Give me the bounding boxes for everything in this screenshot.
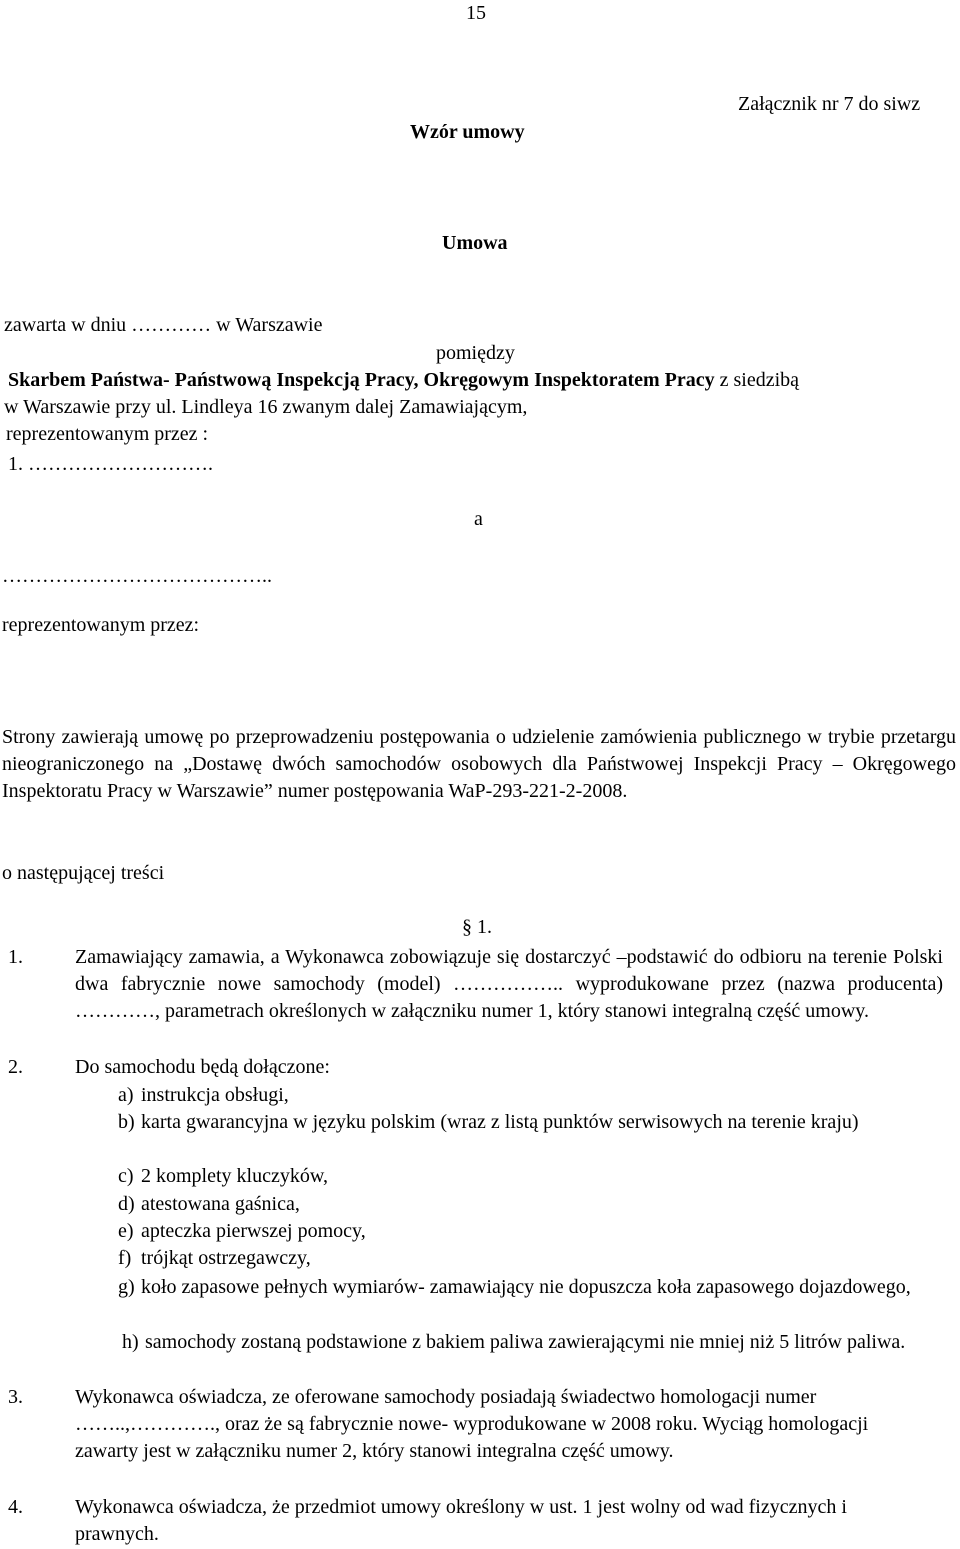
subitem-text: instrukcja obsługi,	[141, 1084, 289, 1106]
representative-1-line: 1. ……………………….	[8, 453, 213, 475]
content-intro: o następującej treści	[2, 862, 165, 884]
page-number: 15	[466, 2, 486, 24]
party1-line	[8, 367, 799, 394]
subitem-label: g)	[118, 1276, 135, 1298]
subitem-text: 2 komplety kluczyków,	[141, 1165, 329, 1187]
attachment-label: Załącznik nr 7 do siwz	[738, 93, 921, 115]
subitem-text-content: karta gwarancyjna w języku polskim (wraz z listą punktów serwisowych na terenie kraju)	[141, 1111, 859, 1133]
subitem-label: d)	[118, 1193, 135, 1215]
and-label: a	[474, 508, 483, 530]
party1-address: w Warszawie przy ul. Lindleya 16 zwanym dalej Zamawiającym,	[4, 396, 528, 418]
item-number: 1.	[8, 946, 23, 968]
subitem-label: h)	[122, 1331, 139, 1353]
party1-name: Skarbem Państwa- Państwową Inspekcją Pracy, Okręgowym Inspektoratem Pracy	[8, 369, 715, 391]
section-mark: § 1.	[462, 916, 492, 938]
subitem-label: c)	[118, 1165, 134, 1187]
template-title: Wzór umowy	[410, 121, 525, 143]
represented-by-2: reprezentowanym przez:	[2, 614, 200, 636]
between-label: pomiędzy	[436, 342, 515, 364]
contract-title: Umowa	[442, 232, 508, 254]
subitem-text	[141, 1109, 931, 1136]
item-text: Zamawiający zamawia, a Wykonawca zobowiązuje się dostarczyć –podstawić do odbioru na terenie Polski dwa fabrycznie nowe samochody (model) …………….. wyprodukowane przez (nazwa producenta) …………, parametrach określonych w załączniku numer 1, który stanowi integralną część umowy.	[75, 946, 943, 1022]
intro-paragraph: Strony zawierają umowę po przeprowadzeniu postępowania o udzielenie zamówienia publicznego w trybie przetargu nieograniczonego na „Dostawę dwóch samochodów osobowych dla Państwowej Inspekcji Pracy – Okręgowego Inspektoratu Pracy w Warszawie” numer postępowania WaP-293-221-2-2008.	[2, 726, 956, 802]
subitem-label: e)	[118, 1220, 134, 1242]
item-number: 2.	[8, 1056, 23, 1078]
subitem-text: trójkąt ostrzegawczy,	[141, 1247, 311, 1269]
represented-by-1: reprezentowanym przez :	[6, 423, 209, 445]
item-text: Wykonawca oświadcza, ze oferowane samochody posiadają świadectwo homologacji numer ……..,…………., oraz że są fabrycznie nowe- wyprodukowane w 2008 roku. Wyciąg homologacji zawarty jest w załączniku numer 2, który stanowi integralna część umowy.	[75, 1386, 869, 1462]
party1-tail: z siedzibą	[714, 369, 800, 391]
item-number: 3.	[8, 1386, 23, 1408]
subitem-text: koło zapasowe pełnych wymiarów- zamawiający nie dopuszcza koła zapasowego dojazdowego,	[141, 1276, 911, 1298]
subitem-label: b)	[118, 1111, 135, 1133]
item-text: Do samochodu będą dołączone:	[75, 1056, 330, 1078]
subitem-label: a)	[118, 1084, 134, 1106]
party2-line: …………………………………..	[2, 565, 272, 587]
subitem-text: samochody zostaną podstawione z bakiem paliwa zawierającymi nie mniej niż 5 litrów paliwa.	[145, 1331, 906, 1353]
subitem-label: f)	[118, 1247, 132, 1269]
item-number: 4.	[8, 1496, 23, 1518]
item-text: Wykonawca oświadcza, że przedmiot umowy określony w ust. 1 jest wolny od wad fizycznych i prawnych.	[75, 1496, 847, 1545]
subitem-text: apteczka pierwszej pomocy,	[141, 1220, 366, 1242]
concluded-line: zawarta w dniu ………… w Warszawie	[4, 314, 323, 336]
subitem-text: atestowana gaśnica,	[141, 1193, 300, 1215]
